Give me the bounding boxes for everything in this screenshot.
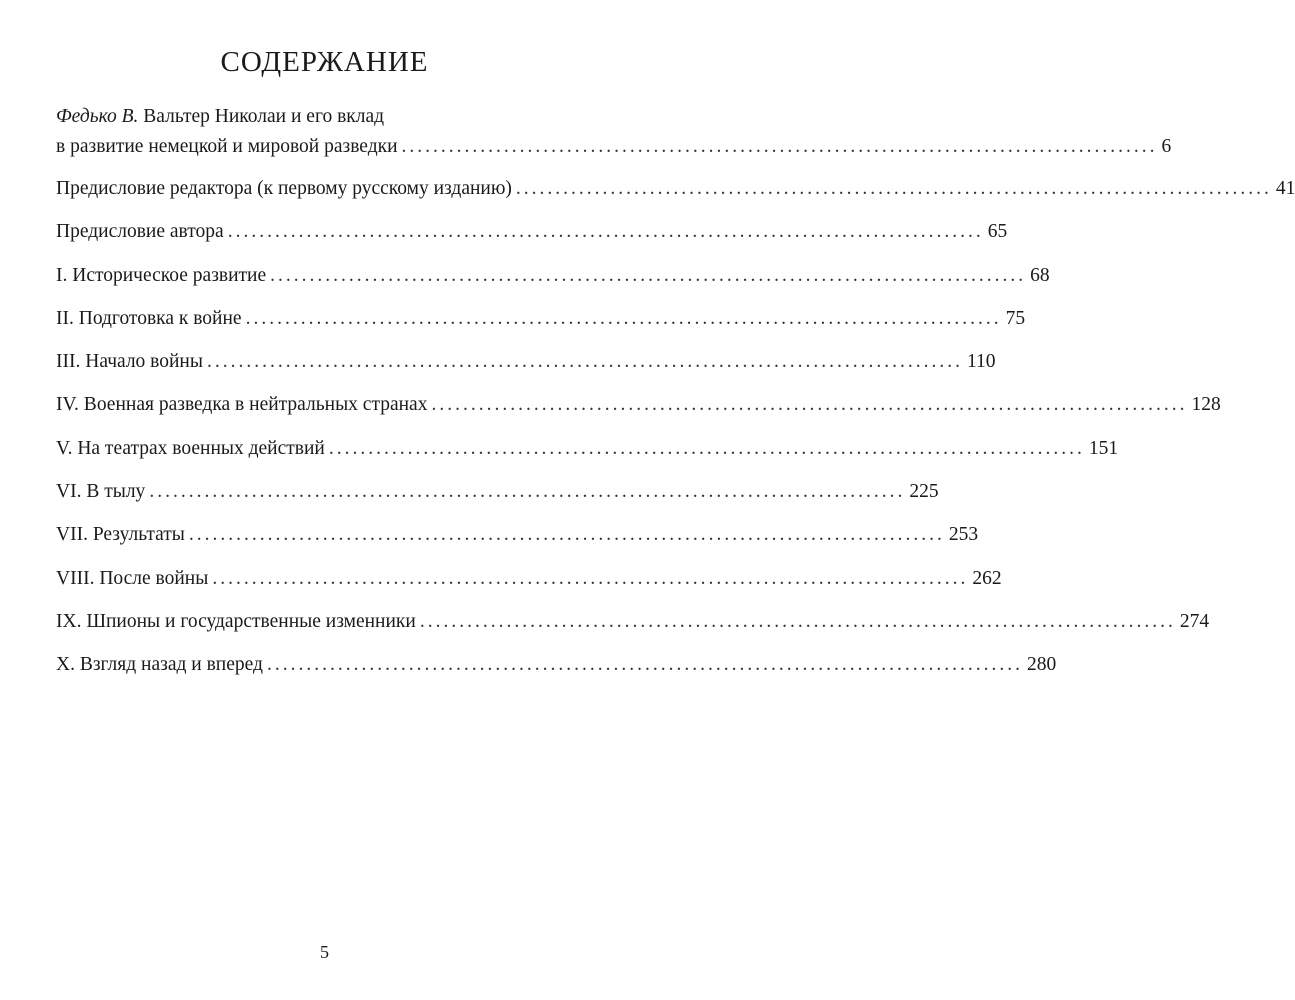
dot-leader: ................................................................................................ (149, 481, 906, 502)
dot-leader: ................................................................................................ (515, 178, 1272, 199)
toc-entry-page: 225 (909, 481, 939, 502)
dot-leader: ................................................................................................ (431, 394, 1188, 415)
dot-leader: ................................................................................................ (212, 568, 969, 589)
toc-entry[interactable] (56, 477, 939, 507)
toc-entry-first-line (56, 102, 586, 132)
toc-entry-page: 6 (1161, 136, 1172, 157)
toc-entry[interactable] (56, 607, 1210, 637)
toc-entry-title: VIII. После войны (56, 568, 209, 589)
toc-entry-title: VII. Результаты (56, 524, 185, 545)
toc-entry-page: 75 (1005, 308, 1026, 329)
toc-entry[interactable] (56, 304, 1026, 334)
toc-entry-title: I. Историческое развитие (56, 265, 267, 286)
toc-entry-title: VI. В тылу (56, 481, 146, 502)
toc-entry-page: 65 (987, 221, 1008, 242)
dot-leader: ................................................................................................ (401, 136, 1158, 157)
toc-entry-title-line1: Вальтер Николаи и его вклад (138, 106, 385, 127)
toc-entry-page: 68 (1030, 265, 1050, 286)
toc-entry-title: Предисловие автора (56, 221, 224, 242)
toc-entry-title: X. Взгляд назад и вперед (56, 654, 263, 675)
page-number: 5 (320, 942, 329, 962)
dot-leader: ................................................................................................ (245, 308, 1002, 329)
toc-entry[interactable] (56, 434, 1119, 464)
page-title: СОДЕРЖАНИЕ (220, 46, 429, 78)
toc-entry[interactable] (56, 217, 1008, 247)
toc-entry[interactable] (56, 520, 979, 550)
toc-entry-title: IV. Военная разведка в нейтральных странах (56, 394, 428, 415)
toc-entry-page: 41 (1275, 178, 1295, 199)
toc-entry-author: Федько В. (56, 106, 139, 127)
toc-entry-title: IX. Шпионы и государственные изменники (56, 611, 416, 632)
dot-leader: ................................................................................................ (266, 654, 1023, 675)
toc-entry[interactable] (56, 261, 1050, 291)
dot-leader: ................................................................................................ (270, 265, 1027, 286)
toc-entry[interactable] (56, 174, 1295, 204)
toc-entry[interactable] (56, 390, 1221, 420)
toc-entry-title: в развитие немецкой и мировой разведки (56, 136, 398, 157)
toc-entry-title: III. Начало войны (56, 351, 203, 372)
toc-entry-page: 274 (1179, 611, 1210, 632)
toc-entry-editor-essay[interactable] (56, 102, 1172, 162)
toc-entry-page: 151 (1088, 438, 1119, 459)
dot-leader: ................................................................................................ (328, 438, 1085, 459)
dot-leader: ................................................................................................ (419, 611, 1176, 632)
dot-leader: ................................................................................................ (227, 221, 984, 242)
toc-entry-page: 128 (1191, 394, 1221, 415)
toc-entry[interactable] (56, 564, 1002, 594)
toc-entry-page: 280 (1026, 654, 1057, 675)
toc-entry[interactable] (56, 347, 996, 377)
toc-entry-title: V. На театрах военных действий (56, 438, 325, 459)
toc-entry-page: 253 (948, 524, 979, 545)
dot-leader: ................................................................................................ (188, 524, 945, 545)
toc-entry-title: Предисловие редактора (к первому русскому изданию) (56, 178, 512, 199)
toc-entry-line (56, 132, 1172, 162)
toc-entry-page: 262 (972, 568, 1002, 589)
toc-entry-title: II. Подготовка к войне (56, 308, 242, 329)
toc-entry[interactable] (56, 650, 1057, 680)
toc-entry-page: 110 (966, 351, 996, 372)
dot-leader: ................................................................................................ (206, 351, 963, 372)
